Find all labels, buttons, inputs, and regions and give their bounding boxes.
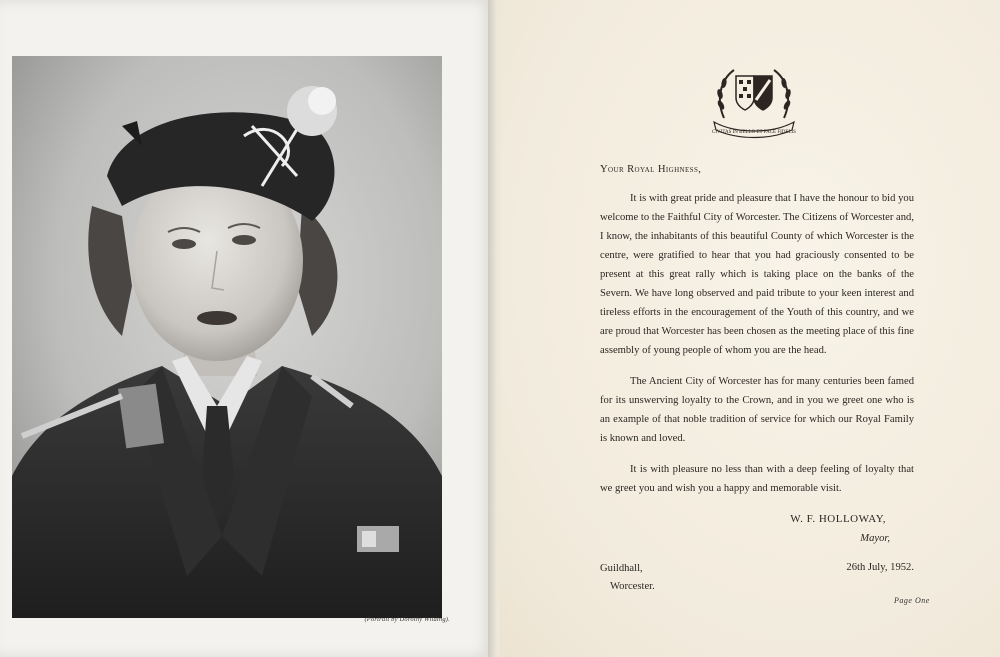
letter-date: 26th July, 1952. [846, 562, 914, 573]
letter-paragraph-2: The Ancient City of Worcester has for many centuries been famed for its unswerving loyalty to the Crown, and in you we greet one who is an example of that noble tradition of service for which our Royal Family is known and loved. [600, 376, 914, 444]
left-page [0, 0, 493, 657]
right-page [500, 0, 1000, 657]
signatory-title: Mayor, [860, 533, 890, 544]
letter-paragraph-1: It is with great pride and pleasure that I have the honour to bid you welcome to the Faithful City of Worcester. The Citizens of Worcester and, I know, the inhabitants of this beautiful County of which Worcester is the centre, were gratified to hear that you had graciously consented to be present at this great rally which is taking place on the banks of the Severn. We have long observed and paid tribute to your keen interest and tireless efforts in the encouragement of the Youth of this country, and we are proud that Worcester has been chosen as the meeting place of this fine assembly of young people of whom you are the head. [600, 193, 914, 356]
worcester-crest-icon [706, 60, 802, 140]
portrait-caption: (Portrait by Dorothy Wilding). [364, 616, 450, 623]
salutation: Your Royal Highness, [600, 164, 702, 175]
portrait-illustration [12, 56, 442, 618]
address-line-2: Worcester. [610, 581, 655, 592]
crest-motto: CIVITAS IN BELLO ET PACE FIDELIS [712, 130, 796, 135]
letter-paragraph-3: It is with pleasure no less than with a deep feeling of loyalty that we greet you and wish you a happy and memorable visit. [600, 464, 914, 494]
portrait-photo [12, 56, 442, 618]
address-line-1: Guildhall, [600, 563, 643, 574]
page-number: Page One [894, 596, 930, 605]
signatory-name: W. F. HOLLOWAY, [790, 513, 886, 525]
sender-address [600, 560, 655, 596]
letter-body [600, 160, 914, 577]
